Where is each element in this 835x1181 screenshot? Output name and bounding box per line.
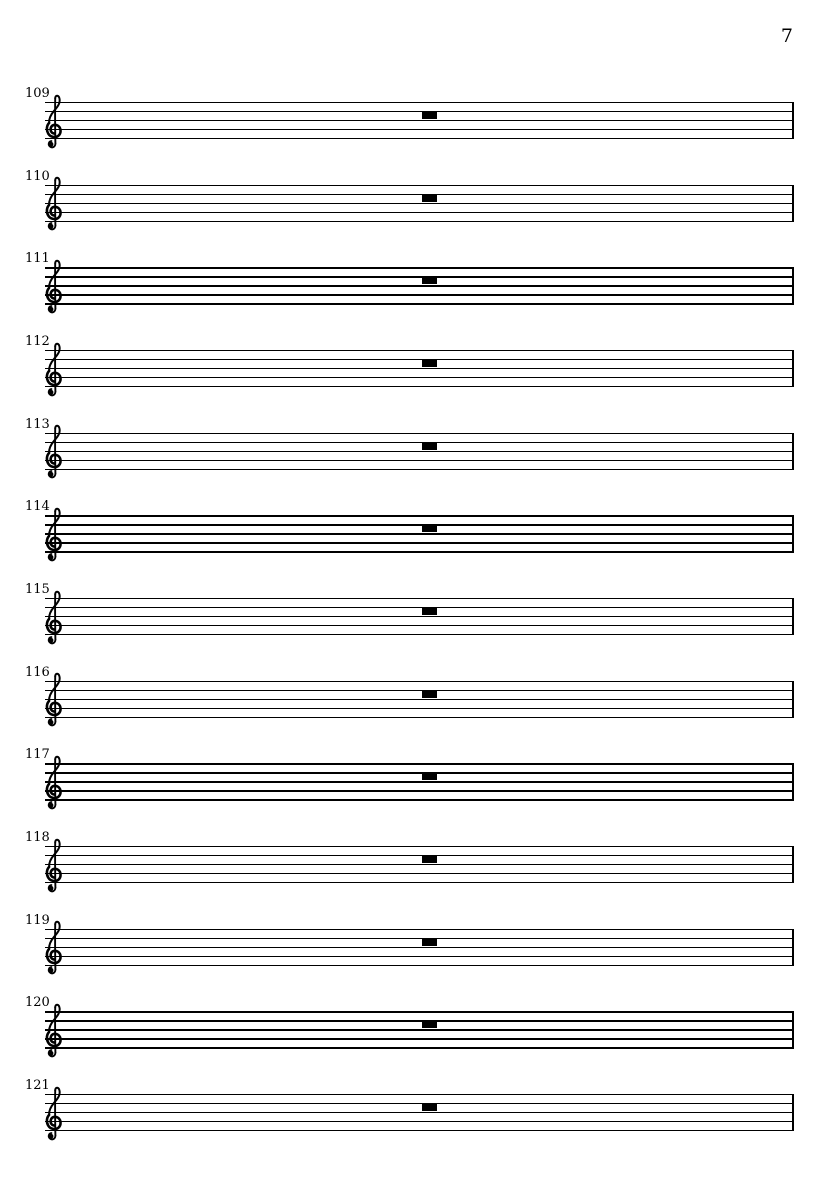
staff-line [45,102,794,103]
staff [45,1011,794,1048]
staff-system [25,830,794,895]
end-barline [792,681,794,718]
staff-system [25,582,794,647]
whole-rest-icon [422,360,437,367]
staff-line [45,699,794,700]
staff-line [45,433,794,434]
whole-rest-icon [422,443,437,450]
end-barline [792,929,794,966]
staff-line [45,267,794,268]
staff-line [45,303,794,304]
whole-rest-icon [422,112,437,119]
staff-line [45,882,794,883]
staff-line [45,1011,794,1012]
staff [45,1094,794,1131]
measure-number: 115 [25,582,50,598]
whole-rest-icon [422,691,437,698]
measure-number: 111 [25,251,50,267]
staff-line [45,551,794,552]
staff-line [45,1047,794,1048]
staff-line [45,524,794,525]
measure-number: 119 [25,912,50,928]
staff-line [45,533,794,534]
staff [45,350,794,387]
measure-number: 112 [25,334,50,349]
staff-system [25,416,794,482]
staff [45,929,794,966]
staff-line [45,616,794,617]
staff-system [25,168,794,234]
staff-line [45,212,794,213]
staff-line [45,203,794,204]
treble-clef-icon [43,754,65,812]
measure-number: 117 [25,747,50,763]
staff-line [45,790,794,791]
end-barline [792,102,794,139]
staff [45,102,794,139]
end-barline [792,350,794,387]
staff-line [45,386,794,387]
staff [45,515,794,552]
staff-line [45,956,794,957]
staff-line [45,451,794,452]
treble-clef-icon [43,175,65,233]
staff-line [45,542,794,543]
staff-line [45,1094,794,1095]
staff-line [45,598,794,599]
staff-line [45,772,794,773]
staff-line [45,120,794,121]
staff-system [25,251,794,316]
treble-clef-icon [43,423,65,481]
end-barline [792,1094,794,1131]
staff-line [45,1038,794,1039]
staff-line [45,1112,794,1113]
measure-number: 113 [25,416,50,432]
end-barline [792,1011,794,1048]
end-barline [792,185,794,222]
measure-number: 120 [25,995,50,1011]
treble-clef-icon [43,837,65,895]
page-number: 7 [780,25,793,47]
staff-line [45,138,794,139]
end-barline [792,846,794,883]
staff-line [45,690,794,691]
staff-line [45,111,794,112]
treble-clef-icon [43,671,65,729]
staff-line [45,763,794,764]
staff-system [25,747,794,812]
end-barline [792,267,794,304]
staff-system [25,334,794,399]
whole-rest-icon [422,278,437,285]
measure-number: 121 [25,1078,50,1094]
staff-system [25,912,794,978]
staff-line [45,285,794,286]
staff-line [45,938,794,939]
staff-line [45,194,794,195]
staff-line [45,442,794,443]
staff-line [45,221,794,222]
staff-system [25,86,794,151]
staff-line [45,1103,794,1104]
treble-clef-icon [43,341,65,399]
staff-line [45,1029,794,1030]
staff-line [45,377,794,378]
staff-line [45,929,794,930]
staff-line [45,129,794,130]
staff-line [45,294,794,295]
measure-number: 114 [25,499,50,515]
staff-line [45,185,794,186]
staff [45,763,794,800]
staff-line [45,634,794,635]
staff [45,433,794,470]
measure-number: 116 [25,664,50,680]
end-barline [792,433,794,470]
staff-system [25,995,794,1060]
treble-clef-icon [43,1002,65,1060]
end-barline [792,598,794,635]
staff-line [45,681,794,682]
treble-clef-icon [43,919,65,977]
treble-clef-icon [43,93,65,151]
staff-system [25,499,794,564]
treble-clef-icon [43,506,65,564]
end-barline [792,515,794,552]
staff [45,267,794,304]
staff-system [25,664,794,730]
whole-rest-icon [422,1022,437,1029]
staff [45,598,794,635]
staff-line [45,873,794,874]
treble-clef-icon [43,1085,65,1143]
whole-rest-icon [422,1104,437,1111]
staff-line [45,359,794,360]
staff-line [45,607,794,608]
staff-line [45,625,794,626]
staff-line [45,781,794,782]
staff-line [45,515,794,516]
staff-line [45,1121,794,1122]
staff-line [45,1020,794,1021]
measure-number: 118 [25,830,50,846]
staff-line [45,947,794,948]
staff-system [25,1078,794,1143]
staff-line [45,460,794,461]
staff-line [45,1130,794,1131]
staff-line [45,350,794,351]
staff [45,185,794,222]
whole-rest-icon [422,195,437,202]
whole-rest-icon [422,939,437,946]
staff-line [45,276,794,277]
staff-line [45,469,794,470]
staff [45,681,794,718]
staff-line [45,717,794,718]
end-barline [792,763,794,800]
staff [45,846,794,883]
treble-clef-icon [43,589,65,647]
staff-line [45,864,794,865]
staff-line [45,368,794,369]
whole-rest-icon [422,608,437,615]
staff-line [45,965,794,966]
measure-number: 109 [25,86,50,101]
whole-rest-icon [422,774,437,781]
staff-line [45,799,794,800]
treble-clef-icon [43,258,65,316]
staff-line [45,846,794,847]
whole-rest-icon [422,856,437,863]
staff-line [45,855,794,856]
staff-line [45,708,794,709]
measure-number: 110 [25,168,50,184]
whole-rest-icon [422,526,437,533]
